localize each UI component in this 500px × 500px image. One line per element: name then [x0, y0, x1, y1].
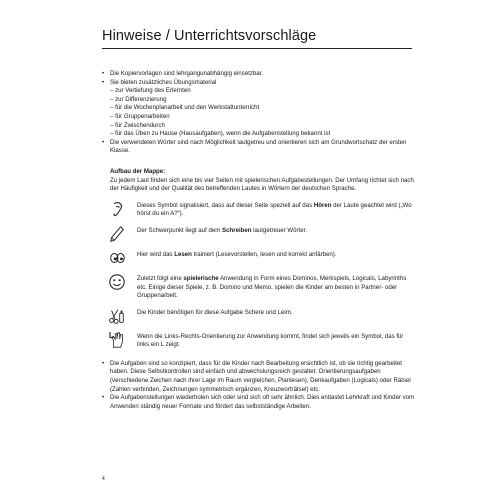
sub-item: – für Zwischendurch — [110, 121, 165, 129]
bullet-intro-3: • Die verwendeten Wörter sind nach Möglichkeit lautgetreu und orientieren sich am Grundwortschatz der ersten Klasse. — [102, 139, 417, 156]
bullet-intro-1: • Die Kopiervorlagen sind lehrgangunabhängig einsetzbar. — [102, 70, 417, 79]
eye-icon — [108, 249, 126, 267]
sub-item: – zur Differenzierung — [110, 95, 167, 103]
bullet-closing-2: • Die Aufgabenstellungen wiederholen sich oder sind sich oft sehr ähnlich. Dies entlastet Lehrkraft und Kinder vom Anwenden ständig neuer Formate und fördert das selbstständige Arbeiten. — [102, 394, 417, 411]
sub-item: – für das Üben zu Hause (Hausaufgaben), wenn die Aufgabenstellung bekannt ist — [110, 130, 331, 138]
page-number: 4 — [102, 476, 105, 482]
symbol-row-lesen: Hier wird das Lesen trainiert (Lesevorstellen, lesen und korrekt anfärben). — [102, 251, 417, 267]
pencil-icon — [108, 225, 126, 243]
ear-icon — [108, 200, 126, 218]
bullet-intro-2: • Sie bieten zusätzliches Übungsmaterial — [102, 79, 417, 88]
sub-item: – für Gruppenarbeiten — [110, 112, 170, 120]
sub-item: – zur Vertiefung des Erlernten — [110, 87, 191, 95]
content-body — [102, 70, 417, 411]
aufbau-text: Zu jedem Laut finden sich eine bis vier Seiten mit spielerischen Aufgabestellungen. Der Umfang richtet sich nach der Häufigkeit und der Qualität des betreffenden Lautes in Wörtern der deutschen Sprache. — [110, 176, 414, 193]
smiley-icon — [108, 273, 126, 291]
hand-letter: L — [108, 330, 114, 340]
symbol-row-spiel: Zuletzt folgt eine spielerische Anwendung in Form eines Dominos, Merkspiels, Logicals, Labyrinths etc. Einige dieser Spiele, z. B. Domino und Memo, spielen die Kinder am besten in Partner- oder Gruppenarbeit. — [102, 275, 417, 301]
title-rule — [102, 48, 412, 49]
symbol-row-links-rechts: L Wenn die Links-Rechts-Orientierung zur Anwendung kommt, findet sich jeweils ein Symbol, das für links ein L zeigt. — [108, 330, 404, 349]
bullet-closing-1: • Die Aufgaben sind so konzipiert, dass für die Kinder nach Bearbeitung ersichtlich ist, ob sie richtig gearbeitet haben. Diese Selbstkontrollen sind einfach und abwechslungsreich gestaltet: Orientierungsaufgaben (verschiedene Zeichen nach ihrer Lage im Raum vergleichen, Planlesen), Denkaufgaben (Logicals) oder Rätsel (Zahlen verbinden, Zeichnungen symmetrisch ergänzen, Kreuzworträtsel) etc. — [102, 360, 417, 394]
page-title: Hinweise / Unterrichtsvorschläge — [102, 28, 317, 44]
symbol-row-hoeren: Dieses Symbol signalisiert, dass auf dieser Seite speziell auf das Hören der Laute geachtet wird („Wo hörst du ein A?“). — [102, 202, 417, 219]
scissors-glue-icon — [108, 307, 126, 325]
symbol-row-schreiben: Der Schwerpunkt liegt auf dem Schreiben lautgetreuer Wörter. — [102, 227, 417, 243]
symbol-row-basteln: Die Kinder benötigen für diese Aufgabe Schere und Leim. — [102, 309, 417, 325]
section-heading-aufbau: Aufbau der Mappe: — [110, 167, 166, 175]
sub-item: – für die Wochenplanarbeit und den Werkstattunterricht — [110, 104, 260, 112]
left-hand-l-icon — [108, 331, 126, 349]
